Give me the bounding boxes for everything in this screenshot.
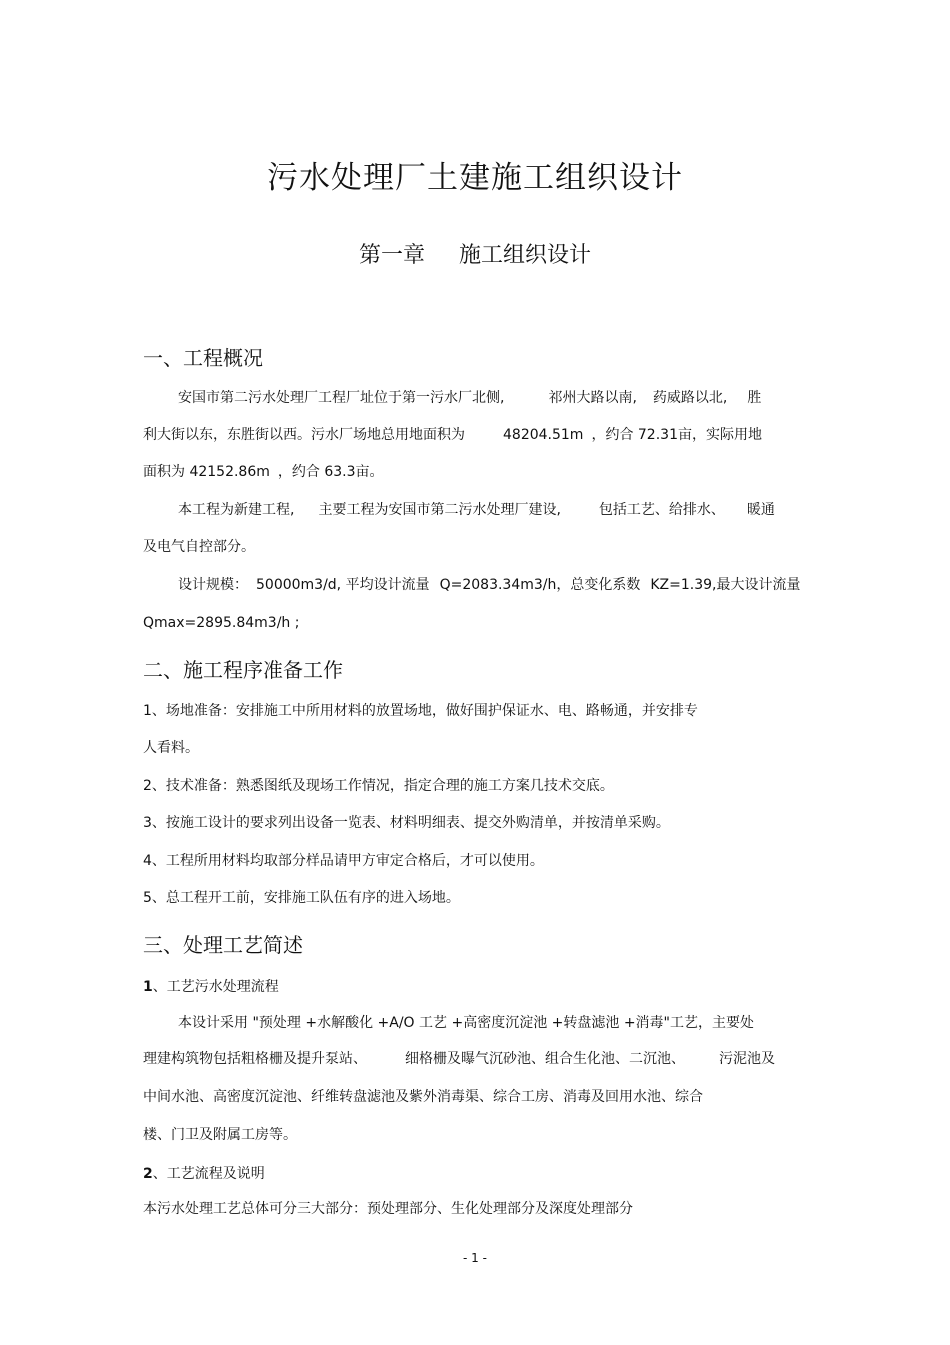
- text-run: 暖通: [746, 502, 775, 518]
- overview-p1-line2: [143, 425, 762, 445]
- section-heading-process: 三、处理工艺简述: [143, 933, 303, 957]
- prep-item-2: 2、技术准备：熟悉图纸及现场工作情况，指定合理的施工方案几技术交底。: [143, 778, 614, 794]
- text-run: ，约合 72.31亩，实际用地: [591, 427, 762, 443]
- process-p1-line1: 本设计采用 "预处理 +水解酸化 +A/O 工艺 +高密度沉淀池 +转盘滤池 +消毒"工艺，主要处: [178, 1015, 754, 1031]
- page-number: - 1 -: [463, 1251, 487, 1265]
- text-run: 祁州大路以南,: [548, 390, 637, 406]
- text-run: 理建构筑物包括粗格栅及提升泵站、: [143, 1051, 367, 1067]
- text-run: 主要工程为安国市第二污水处理厂建设,: [318, 502, 561, 518]
- text-run: 药威路以北,: [652, 390, 728, 406]
- section-heading-preparation: 二、施工程序准备工作: [143, 658, 343, 682]
- process-subheading-2: [143, 1163, 265, 1183]
- overview-p3-line1: [178, 575, 801, 595]
- text-run: 48204.51m: [503, 427, 584, 443]
- section-heading-overview: 一、工程概况: [143, 346, 263, 370]
- overview-p1-line1: [178, 388, 761, 408]
- chapter-number: 第一章: [358, 243, 425, 268]
- overview-p3-line2: Qmax=2895.84m3/h ;: [143, 615, 300, 631]
- text-run: 包括工艺、给排水、: [598, 502, 725, 518]
- text-run: 胜: [747, 390, 762, 406]
- overview-p1-line3: [143, 462, 384, 482]
- document-title: 污水处理厂土建施工组织设计: [267, 160, 683, 196]
- subheading-number: 1: [143, 979, 153, 995]
- prep-item-4: 4、工程所用材料均取部分样品请甲方审定合格后，才可以使用。: [143, 853, 544, 869]
- text-run: 面积为 42152.86m: [143, 464, 270, 480]
- chapter-heading: [0, 238, 950, 269]
- prep-item-3: 3、按施工设计的要求列出设备一览表、材料明细表、提交外购清单，并按清单采购。: [143, 815, 670, 831]
- process-p1-line4: 楼、门卫及附属工房等。: [143, 1127, 297, 1143]
- text-run: ，约合 63.3亩。: [277, 464, 384, 480]
- overview-p2-line2: 及电气自控部分。: [143, 539, 255, 555]
- text-run: 本工程为新建工程,: [178, 502, 295, 518]
- prep-item-1-cont: 人看料。: [143, 740, 199, 756]
- text-run: 利大街以东，东胜街以西。污水厂场地总用地面积为: [143, 427, 465, 443]
- text-run: 安国市第二污水处理厂工程厂址位于第一污水厂北侧,: [178, 390, 505, 406]
- chapter-name: 施工组织设计: [459, 243, 592, 268]
- text-run: 50000m3/d, 平均设计流量: [256, 577, 430, 593]
- subheading-text: 、工艺污水处理流程: [152, 979, 279, 995]
- overview-p2-line1: [178, 500, 775, 520]
- process-p2: 本污水处理工艺总体可分三大部分：预处理部分、生化处理部分及深度处理部分: [143, 1201, 633, 1217]
- process-p1-line3: 中间水池、高密度沉淀池、纤维转盘滤池及紫外消毒渠、综合工房、消毒及回用水池、综合: [143, 1089, 703, 1105]
- text-run: 细格栅及曝气沉砂池、组合生化池、二沉池、: [405, 1051, 685, 1067]
- prep-item-1: 1、场地准备：安排施工中所用材料的放置场地，做好围护保证水、电、路畅通，并安排专: [143, 703, 698, 719]
- subheading-number: 2: [143, 1166, 153, 1182]
- prep-item-5: 5、总工程开工前，安排施工队伍有序的进入场地。: [143, 890, 460, 906]
- text-run: Q=2083.34m3/h，总变化系数: [439, 577, 641, 593]
- process-p1-line2: [143, 1049, 775, 1069]
- text-run: KZ=1.39,最大设计流量: [650, 577, 801, 593]
- text-run: 污泥池及: [719, 1051, 775, 1067]
- subheading-text: 、工艺流程及说明: [152, 1166, 265, 1182]
- text-run: 设计规模：: [178, 577, 248, 593]
- process-subheading-1: [143, 976, 279, 996]
